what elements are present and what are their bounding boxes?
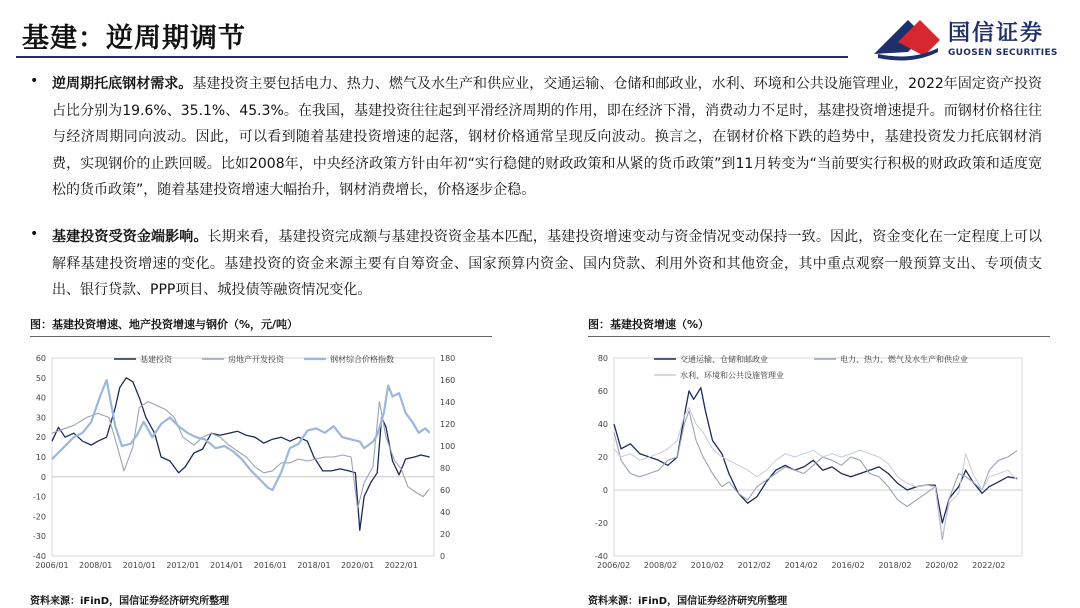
chart-source: 资料来源：iFinD，国信证券经济研究所整理 xyxy=(588,596,788,607)
legend-label: 水利、环境和公共设施管理业 xyxy=(680,371,784,380)
brand-logo xyxy=(868,14,1068,62)
plot-frame xyxy=(52,358,434,556)
y-left-tick-label: 60 xyxy=(35,354,46,363)
bullet-paragraph xyxy=(52,71,1042,204)
y-right-tick-label: 140 xyxy=(440,398,456,407)
legend-label: 钢材综合价格指数 xyxy=(330,355,394,364)
y-left-tick-label: 40 xyxy=(597,420,608,429)
y-left-tick-label: -40 xyxy=(32,552,46,561)
y-left-tick-label: 30 xyxy=(35,413,46,423)
x-tick-label: 2016/01 xyxy=(253,561,287,570)
chart-title-rule xyxy=(30,336,492,337)
chart-left xyxy=(22,342,470,582)
bullet-marker: • xyxy=(30,73,39,89)
y-left-tick-label: 20 xyxy=(35,433,46,443)
bullet-heading: 基建投资受资金端影响。 xyxy=(52,229,208,245)
logo-english-name: GUOSEN SECURITIES xyxy=(948,48,1058,58)
legend-label: 电力、热力、燃气及水生产和供应业 xyxy=(840,355,968,364)
chart-title: 图：基建投资增速（%） xyxy=(588,318,710,331)
x-tick-label: 2006/02 xyxy=(596,561,631,570)
x-tick-label: 2020/02 xyxy=(925,561,959,570)
bullet-heading: 逆周期托底钢材需求。 xyxy=(52,76,193,92)
y-left-tick-label: -20 xyxy=(32,512,46,522)
x-tick-label: 2020/01 xyxy=(340,561,375,570)
bullet-body: 长期来看，基建投资完成额与基建投资资金基本匹配，基建投资增速变动与资金情况变动保持一致。因此，资金变化在一定程度上可以解释基建投资增速的变化。基建投资的资金来源主要有自筹资金、国家预算内资金、国内贷款、利用外资和其他资金，其中重点观察一般预算支出、专项债支出、银行贷款、PPP项目、城投债等融资情况变化。 xyxy=(52,229,1042,298)
logo-mark-icon xyxy=(868,14,944,62)
y-left-tick-label: 0 xyxy=(602,486,608,495)
y-right-tick-label: 40 xyxy=(440,508,451,517)
legend-label: 房地产开发投资 xyxy=(228,355,284,364)
series-line-0 xyxy=(614,388,1017,523)
y-left-tick-label: 80 xyxy=(597,354,608,363)
bullet-paragraph xyxy=(52,224,1042,304)
chart-title: 图：基建投资增速、地产投资增速与钢价（%，元/吨） xyxy=(30,318,299,331)
y-right-tick-label: 60 xyxy=(440,486,451,495)
x-tick-label: 2022/01 xyxy=(384,561,418,570)
series-line-1 xyxy=(614,411,1017,540)
x-tick-label: 2016/02 xyxy=(831,561,865,570)
legend-label: 基建投资 xyxy=(140,355,172,364)
x-tick-label: 2008/02 xyxy=(643,561,678,570)
x-tick-label: 2006/01 xyxy=(35,561,69,570)
y-left-tick-label: -40 xyxy=(594,552,608,561)
y-left-tick-label: -20 xyxy=(594,519,608,528)
chart-source: 资料来源：iFinD，国信证券经济研究所整理 xyxy=(30,596,230,607)
y-right-tick-label: 120 xyxy=(440,420,456,429)
y-right-tick-label: 0 xyxy=(440,552,446,561)
x-tick-label: 2018/01 xyxy=(297,561,331,570)
x-tick-label: 2008/01 xyxy=(79,561,113,570)
y-left-tick-label: -30 xyxy=(32,532,46,542)
y-right-tick-label: 180 xyxy=(440,354,456,363)
x-tick-label: 2014/01 xyxy=(210,561,244,570)
series-line-2 xyxy=(614,408,1017,537)
title-underline xyxy=(16,56,848,58)
y-right-tick-label: 100 xyxy=(440,442,456,451)
y-left-tick-label: 10 xyxy=(35,453,46,462)
chart-right xyxy=(582,342,1030,582)
y-right-tick-label: 20 xyxy=(440,530,451,539)
x-tick-label: 2012/02 xyxy=(737,561,771,570)
y-left-tick-label: -10 xyxy=(32,492,46,502)
x-tick-label: 2022/02 xyxy=(972,561,1006,570)
bullet-body: 基建投资主要包括电力、热力、燃气及水生产和供应业，交通运输、仓储和邮政业，水利、环境和公共设施管理业，2022年固定资产投资占比分别为19.6%、35.1%、45.3%。在我国，基建投资往往起到平滑经济周期的作用，即在经济下滑，消费动力不足时，基建投资增速提升。而钢材价格往往与经济周期同向波动。因此，可以看到随着基建投资增速的起落，钢材价格通常呈现反向波动。换言之，在钢材价格下跌的趋势中，基建投资发力托底钢材消费，实现钢价的止跌回暖。比如2008年，中央经济政策方针由年初“实行稳健的财政政策和从紧的货币政策”到11月转变为“当前要实行积极的财政政策和适度宽松的货币政策”，随着基建投资增速大幅抬升，钢材消费增长，价格逐步企稳。 xyxy=(52,76,1042,198)
series-line-1 xyxy=(52,402,430,509)
y-right-tick-label: 160 xyxy=(440,376,456,385)
legend-label: 交通运输、仓储和邮政业 xyxy=(680,355,768,364)
y-left-tick-label: 20 xyxy=(597,453,608,462)
logo-chinese-name: 国信证券 xyxy=(948,21,1045,46)
series-line-2 xyxy=(52,380,430,490)
chart-title-rule xyxy=(588,336,1050,337)
y-left-tick-label: 40 xyxy=(35,393,46,403)
y-left-tick-label: 50 xyxy=(35,373,46,383)
x-tick-label: 2010/01 xyxy=(122,561,156,570)
bullet-marker: • xyxy=(30,226,39,242)
x-tick-label: 2012/01 xyxy=(166,561,200,570)
y-left-tick-label: 0 xyxy=(40,472,46,482)
page-title: 基建：逆周期调节 xyxy=(22,23,246,54)
y-right-tick-label: 80 xyxy=(440,464,451,473)
x-tick-label: 2018/02 xyxy=(878,561,912,570)
plot-frame xyxy=(614,358,1022,556)
series-line-0 xyxy=(52,378,430,531)
x-tick-label: 2010/02 xyxy=(690,561,725,570)
x-tick-label: 2014/02 xyxy=(784,561,818,570)
y-left-tick-label: 60 xyxy=(597,387,608,396)
